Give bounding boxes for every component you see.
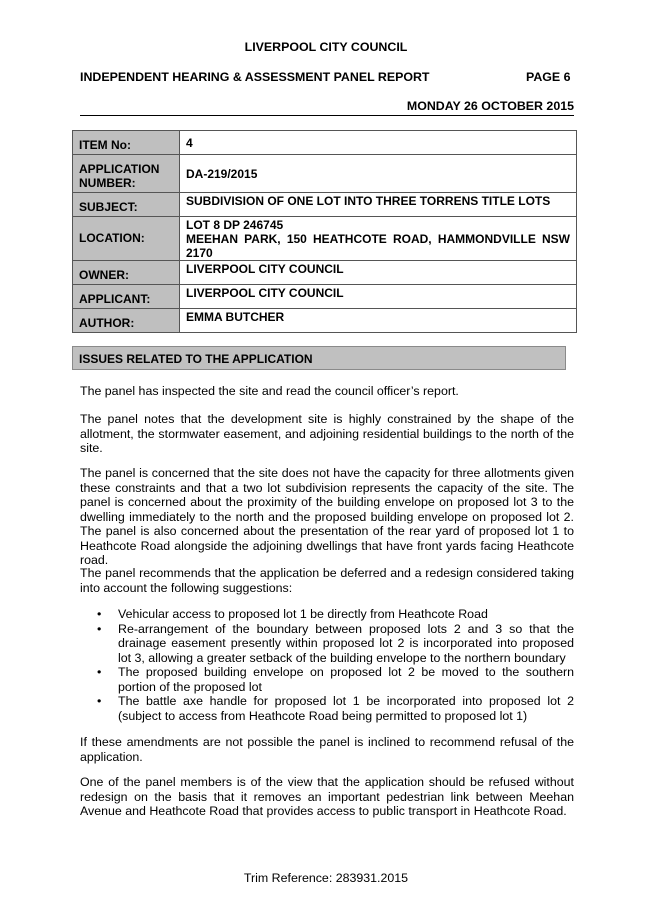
table-row [73,285,577,309]
table-row [73,131,577,155]
trim-reference: Trim Reference: 283931.2015 [243,871,409,885]
list-item [80,694,574,723]
author-label: AUTHOR: [73,309,180,333]
table-row [73,309,577,333]
table-row [73,155,577,193]
suggestion-text: Re-arrangement of the boundary between proposed lots 2 and 3 so that the drainage easement presently within proposed lot 2 is incorporated into proposed lot 3, allowing a greater setback of the building envelope to the northern boundary [118,621,574,665]
paragraph: The panel has inspected the site and read the council officer’s report. [80,384,459,398]
author-value: EMMA BUTCHER [180,309,577,333]
paragraph: If these amendments are not possible the panel is inclined to recommend refusal of the application. [80,735,574,764]
section-heading: ISSUES RELATED TO THE APPLICATION [72,346,566,370]
location-line: MEEHAN PARK, 150 HEATHCOTE ROAD, HAMMONDVILLE NSW [186,232,570,246]
paragraph: The panel recommends that the application be deferred and a redesign considered taking into account the following suggestions: [80,566,574,595]
report-title: INDEPENDENT HEARING & ASSESSMENT PANEL REPORT [80,70,430,84]
bullet-icon: • [97,621,102,636]
list-item [80,622,574,666]
suggestion-text: Vehicular access to proposed lot 1 be directly from Heathcote Road [118,607,488,621]
list-item [80,607,574,622]
owner-label: OWNER: [73,261,180,285]
application-info-table [72,130,577,333]
page-number: PAGE 6 [526,70,571,84]
subject-label: SUBJECT: [73,193,180,217]
table-row [73,261,577,285]
council-name: LIVERPOOL CITY COUNCIL [244,40,408,54]
applicant-value: LIVERPOOL CITY COUNCIL [180,285,577,309]
item-no-value: 4 [180,131,577,155]
subject-value: SUBDIVISION OF ONE LOT INTO THREE TORRENS TITLE LOTS [180,193,577,217]
bullet-icon: • [97,665,102,679]
suggestion-text: The battle axe handle for proposed lot 1 be incorporated into proposed lot 2 (subject to access from Heathcote Road being permitted to proposed lot 1) [118,694,574,723]
table-row [73,193,577,217]
bullet-icon: • [97,607,102,621]
paragraph: One of the panel members is of the view that the application should be refused without redesign on the basis that it removes an important pedestrian link between Meehan Avenue and Heathcote Road that provides access to public transport in Heathcote Road. [80,775,574,818]
location-value [180,217,577,261]
item-no-label: ITEM No: [73,131,180,155]
application-number-label: APPLICATION NUMBER: [73,155,180,193]
application-number-value: DA-219/2015 [180,155,577,193]
suggestion-text: The proposed building envelope on proposed lot 2 be moved to the southern portion of the proposed lot [118,665,574,694]
suggestions-list [80,607,574,723]
table-row [73,217,577,261]
report-date: MONDAY 26 OCTOBER 2015 [406,99,574,113]
header-divider [80,115,574,116]
location-label: LOCATION: [73,217,180,261]
location-line: LOT 8 DP 246745 [186,218,284,232]
owner-value: LIVERPOOL CITY COUNCIL [180,261,577,285]
paragraph: The panel notes that the development site is highly constrained by the shape of the allotment, the stormwater easement, and adjoining residential buildings to the north of the site. [80,412,574,455]
applicant-label: APPLICANT: [73,285,180,309]
paragraph: The panel is concerned that the site does not have the capacity for three allotments given these constraints and that a two lot subdivision represents the capacity of the site. The panel is concerned about the proximity of the building envelope on proposed lot 3 to the dwelling immediately to the north and the proposed building envelope on proposed lot 2. The panel is also concerned about the presentation of the rear yard of proposed lot 1 to Heathcote Road alongside the adjoining dwellings that have front yards facing Heathcote road. [80,466,574,567]
location-line: 2170 [186,246,213,260]
list-item [80,665,574,694]
bullet-icon: • [97,694,102,708]
